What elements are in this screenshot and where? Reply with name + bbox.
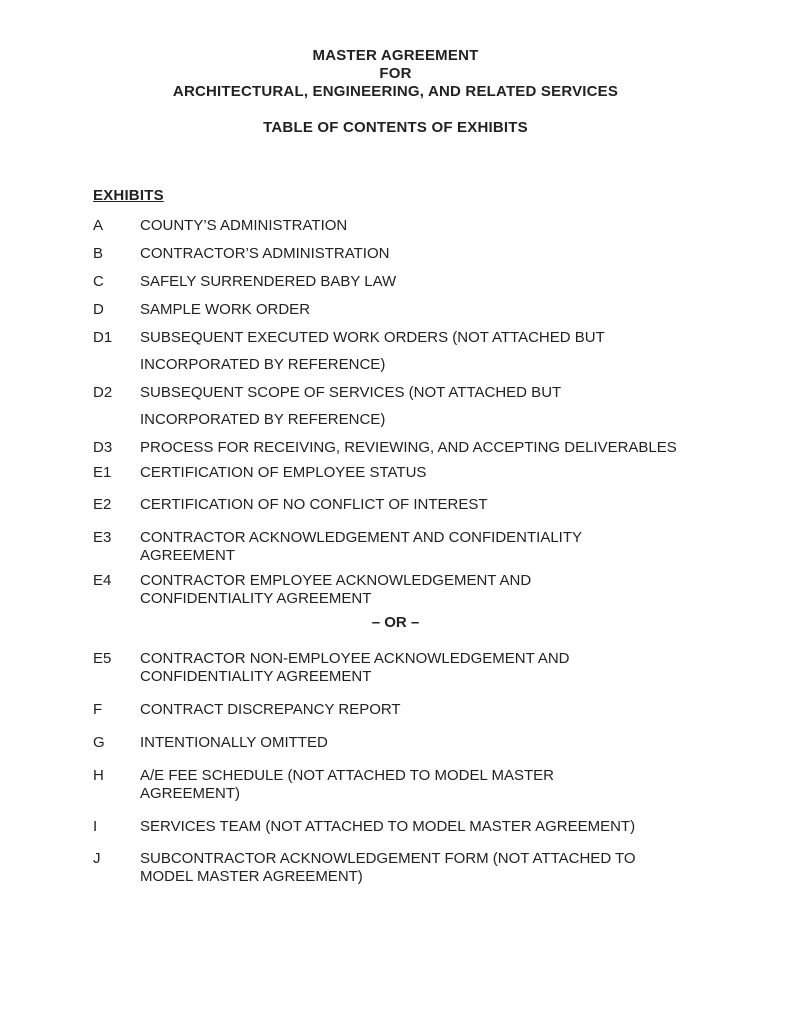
document-header	[0, 47, 791, 137]
exhibit-letter: E2	[93, 496, 112, 513]
exhibit-title-line: CONTRACTOR ACKNOWLEDGEMENT AND CONFIDENTIALITY	[140, 529, 582, 546]
exhibit-title	[140, 529, 727, 565]
exhibit-letter: G	[93, 734, 105, 751]
exhibit-title-line: CONTRACTOR’S ADMINISTRATION	[140, 245, 390, 262]
exhibit-row	[93, 268, 727, 295]
exhibit-row	[93, 496, 727, 514]
exhibit-list	[93, 212, 727, 886]
exhibit-title	[140, 240, 727, 267]
exhibit-title-line: CONTRACTOR NON-EMPLOYEE ACKNOWLEDGEMENT AND	[140, 650, 570, 667]
exhibit-row	[93, 212, 727, 239]
exhibit-row	[93, 572, 727, 608]
document-title-line-3: ARCHITECTURAL, ENGINEERING, AND RELATED SERVICES	[172, 83, 619, 100]
exhibit-letter: D1	[93, 329, 113, 346]
exhibit-title-line: COUNTY’S ADMINISTRATION	[140, 217, 348, 234]
exhibit-title	[140, 296, 727, 323]
exhibit-row	[93, 324, 727, 378]
exhibit-letter: H	[93, 767, 104, 784]
exhibit-letter: F	[93, 701, 103, 718]
exhibit-row	[93, 296, 727, 323]
exhibit-row	[93, 240, 727, 267]
exhibit-letter: E5	[93, 650, 112, 667]
exhibit-title	[140, 650, 727, 686]
exhibits-heading: EXHIBITS	[93, 187, 164, 204]
document-title-line-1: MASTER AGREEMENT	[312, 47, 479, 64]
exhibit-row	[93, 464, 727, 482]
document-body	[0, 187, 791, 886]
exhibit-title-line: PROCESS FOR RECEIVING, REVIEWING, AND ACCEPTING DELIVERABLES	[140, 439, 677, 456]
exhibit-row	[93, 650, 727, 686]
or-separator: – OR –	[371, 614, 420, 631]
exhibit-title	[140, 268, 727, 295]
exhibit-letter: E1	[93, 464, 112, 481]
exhibit-letter: D3	[93, 439, 113, 456]
exhibit-title-line: INCORPORATED BY REFERENCE)	[140, 411, 386, 428]
exhibit-letter: A	[93, 217, 104, 234]
exhibit-row	[93, 767, 727, 803]
exhibit-title	[140, 434, 727, 461]
exhibit-title-line: AGREEMENT	[140, 547, 236, 564]
exhibit-title	[140, 464, 727, 482]
exhibit-row	[93, 818, 727, 836]
exhibit-letter: E4	[93, 572, 112, 589]
exhibit-title	[140, 734, 727, 752]
exhibit-title-line: CERTIFICATION OF NO CONFLICT OF INTEREST	[140, 496, 488, 513]
exhibit-letter: C	[93, 273, 104, 290]
exhibit-title	[140, 818, 727, 836]
exhibit-title	[140, 767, 727, 803]
exhibit-title-line: CONTRACT DISCREPANCY REPORT	[140, 701, 401, 718]
exhibit-row	[93, 434, 727, 461]
exhibit-title-line: MODEL MASTER AGREEMENT)	[140, 868, 363, 885]
exhibit-title-line: INTENTIONALLY OMITTED	[140, 734, 328, 751]
exhibit-title-line: A/E FEE SCHEDULE (NOT ATTACHED TO MODEL MASTER	[140, 767, 554, 784]
exhibit-title-line: SAMPLE WORK ORDER	[140, 301, 311, 318]
exhibit-row	[93, 701, 727, 719]
exhibit-letter: D2	[93, 384, 113, 401]
document-title-line-2: FOR	[379, 65, 412, 82]
exhibit-letter: I	[93, 818, 98, 835]
exhibit-title-line: SUBSEQUENT SCOPE OF SERVICES (NOT ATTACHED BUT	[140, 384, 562, 401]
document-subtitle: TABLE OF CONTENTS OF EXHIBITS	[263, 119, 528, 136]
exhibit-title	[140, 496, 727, 514]
exhibit-title	[140, 379, 727, 433]
exhibit-title-line: CONTRACTOR EMPLOYEE ACKNOWLEDGEMENT AND	[140, 572, 532, 589]
exhibit-letter: D	[93, 301, 104, 318]
exhibit-title	[140, 212, 727, 239]
exhibit-letter: B	[93, 245, 104, 262]
exhibit-title-line: INCORPORATED BY REFERENCE)	[140, 356, 386, 373]
exhibit-title-line: SERVICES TEAM (NOT ATTACHED TO MODEL MASTER AGREEMENT)	[140, 818, 636, 835]
exhibit-row	[93, 529, 727, 565]
exhibit-title-line: SAFELY SURRENDERED BABY LAW	[140, 273, 397, 290]
exhibit-row	[93, 734, 727, 752]
exhibit-title-line: CONFIDENTIALITY AGREEMENT	[140, 668, 372, 685]
exhibit-row	[93, 850, 727, 886]
exhibit-title	[140, 572, 727, 608]
exhibit-title	[140, 324, 727, 378]
exhibit-title	[140, 850, 727, 886]
exhibit-title	[140, 701, 727, 719]
exhibit-title-line: SUBSEQUENT EXECUTED WORK ORDERS (NOT ATTACHED BUT	[140, 329, 605, 346]
exhibit-title-line: AGREEMENT)	[140, 785, 241, 802]
exhibit-letter: J	[93, 850, 101, 867]
exhibit-letter: E3	[93, 529, 112, 546]
exhibit-row	[93, 379, 727, 433]
exhibit-title-line: CONFIDENTIALITY AGREEMENT	[140, 590, 372, 607]
exhibit-title-line: CERTIFICATION OF EMPLOYEE STATUS	[140, 464, 427, 481]
exhibit-title-line: SUBCONTRACTOR ACKNOWLEDGEMENT FORM (NOT ATTACHED TO	[140, 850, 636, 867]
